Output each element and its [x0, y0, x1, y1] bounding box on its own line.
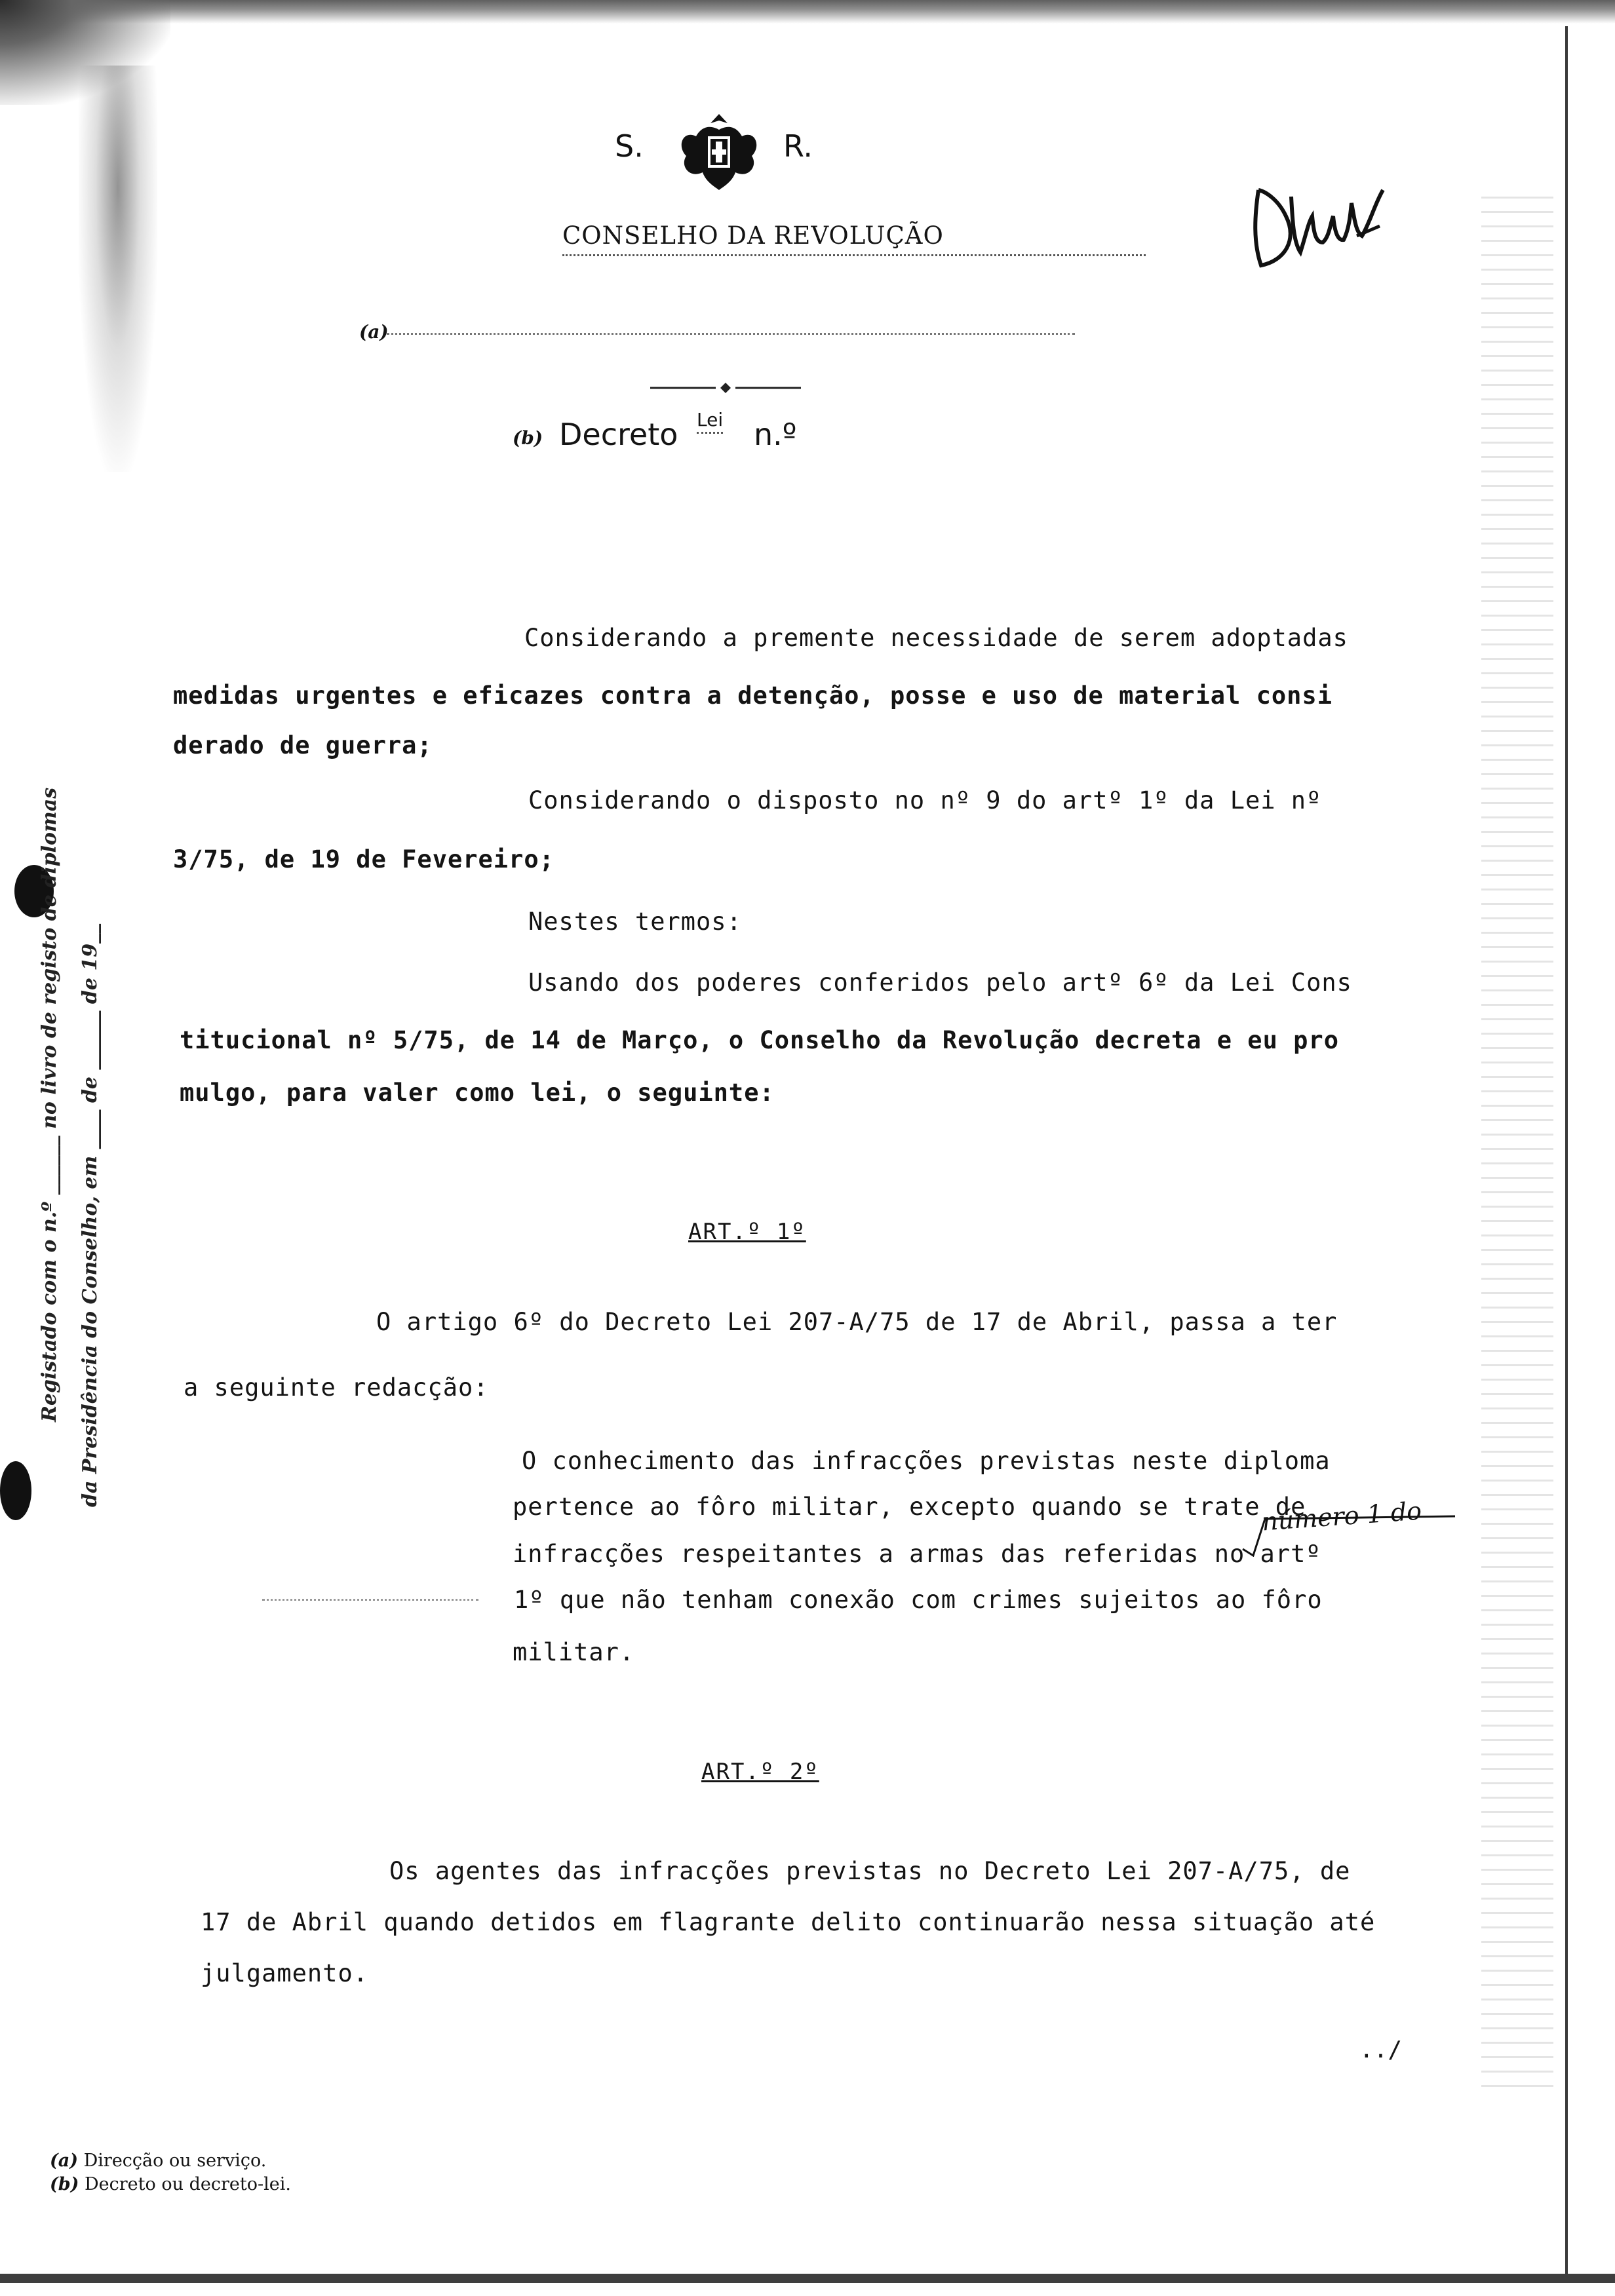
footnote-b-text: Decreto ou decreto-lei. [85, 2174, 291, 2194]
paragraph-2-line-1: Considerando o disposto no nº 9 do artº 1º da Lei nº [528, 786, 1322, 814]
ornamental-divider [650, 381, 801, 394]
scan-speckle-right [1481, 197, 1553, 2097]
article-1-line-2: a seguinte redacção: [184, 1373, 489, 1402]
insertion-mark [1239, 1504, 1462, 1557]
header-r: R. [783, 128, 813, 164]
council-dotted-line [562, 254, 1146, 256]
field-label-b: (b) [513, 427, 543, 449]
article-2-title: ART.º 2º [701, 1759, 819, 1785]
paragraph-4-line-1: Usando dos poderes conferidos pelo artº 6º da Lei Cons [528, 968, 1352, 997]
field-label-a: (a) [359, 321, 389, 343]
coat-of-arms-emblem [670, 110, 768, 195]
article-1-line-1: O artigo 6º do Decreto Lei 207-A/75 de 17 de Abril, passa a ter [376, 1308, 1338, 1336]
footnote-b [50, 2174, 291, 2194]
decreto-heading: Decreto [559, 417, 678, 452]
paragraph-1-line-2: medidas urgentes e eficazes contra a detenção, posse e uso de material consi [173, 681, 1333, 710]
footnote-a [50, 2151, 266, 2171]
article-2-line-2: 17 de Abril quando detidos em flagrante delito continuarão nessa situação até [201, 1908, 1376, 1936]
article-1-title: ART.º 1º [688, 1219, 806, 1245]
continuation-mark: ../ [1359, 2037, 1403, 2063]
scan-edge-bottom [0, 2274, 1615, 2283]
article-2-line-1: Os agentes das infracções previstas no Decreto Lei 207-A/75, de [389, 1857, 1351, 1885]
binder-hole-mark-2 [0, 1461, 31, 1520]
footnote-a-key: (a) [50, 2151, 79, 2171]
paragraph-2-line-2: 3/75, de 19 de Fevereiro; [173, 845, 555, 873]
field-a-dotted-line [387, 333, 1075, 335]
handwritten-annotation: número 1 do [1260, 1496, 1423, 1537]
quoted-article-line-2: pertence ao fôro militar, excepto quando se trate de [513, 1493, 1306, 1521]
paragraph-3: Nestes termos: [528, 908, 742, 936]
scan-smudge [79, 66, 157, 472]
paragraph-1-line-3: derado de guerra; [173, 731, 433, 759]
margin-dotted-line [262, 1599, 478, 1601]
article-2-line-3: julgamento. [201, 1959, 369, 1987]
lei-superscript: Lei [697, 409, 723, 434]
decreto-number-label: n.º [754, 417, 797, 452]
header-s: S. [615, 128, 644, 164]
margin-registration-note: Registado com o n.º ______ no livro de registo de diplomas [38, 787, 61, 1422]
council-name: CONSELHO DA REVOLUÇÃO [562, 221, 944, 250]
quoted-article-line-5: militar. [513, 1638, 635, 1666]
page-right-border [1565, 26, 1568, 2274]
quoted-article-line-3: infracções respeitantes a armas das referidas no artº [513, 1540, 1321, 1568]
handwritten-signature [1245, 177, 1390, 275]
paragraph-1-line-1: Considerando a premente necessidade de serem adoptadas [524, 624, 1348, 652]
paragraph-4-line-2: titucional nº 5/75, de 14 de Março, o Conselho da Revolução decreta e eu pro [180, 1026, 1339, 1054]
quoted-article-line-4: 1º que não tenham conexão com crimes sujeitos ao fôro [514, 1586, 1323, 1614]
paragraph-4-line-3: mulgo, para valer como lei, o seguinte: [180, 1079, 775, 1107]
scan-edge-top [0, 0, 1615, 24]
footnote-b-key: (b) [50, 2174, 79, 2194]
quoted-article-line-1: O conhecimento das infracções previstas neste diploma [522, 1447, 1331, 1475]
footnote-a-text: Direcção ou serviço. [83, 2151, 267, 2171]
margin-presidency-note: da Presidência do Conselho, em ____ de ______ de 19__ [79, 923, 102, 1507]
